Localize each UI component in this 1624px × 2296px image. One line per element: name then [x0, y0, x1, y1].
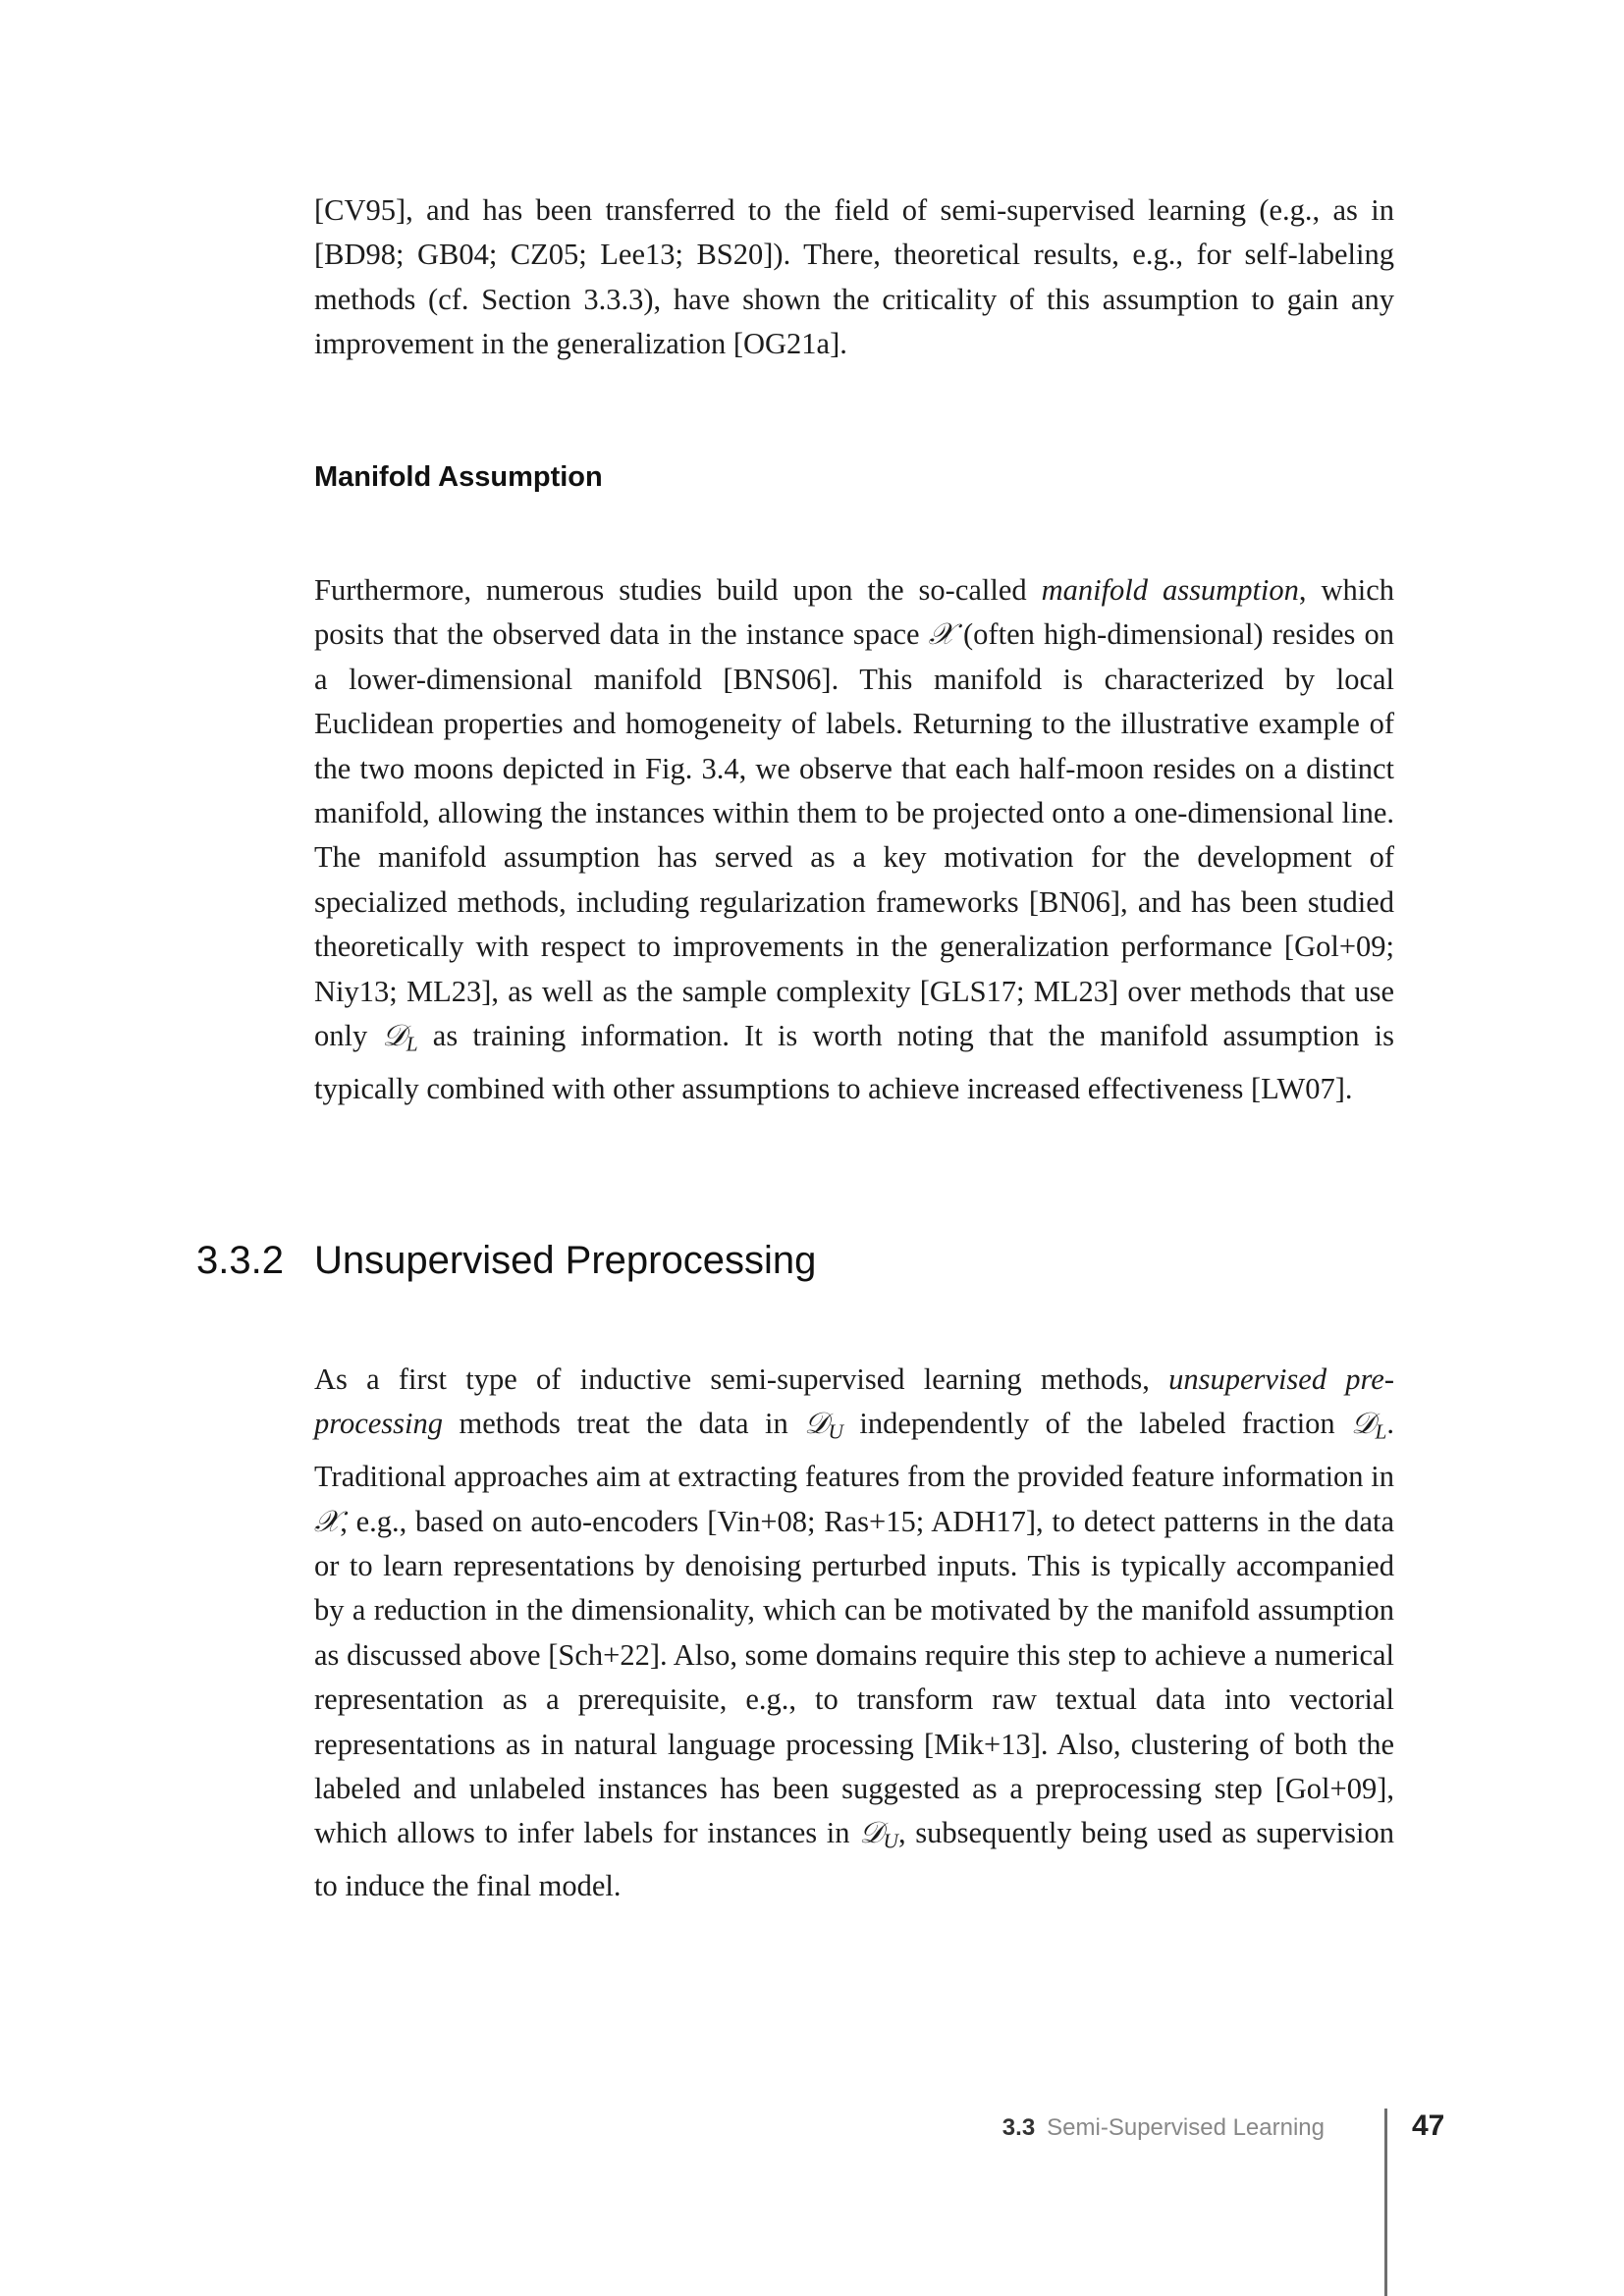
- math-labeled-data: [1351, 1407, 1387, 1444]
- subsection-heading-manifold-assumption: Manifold Assumption: [314, 461, 603, 493]
- math-labeled-data: [382, 1019, 418, 1056]
- paragraph-text: [CV95], and has been transferred to the field of semi-supervised learning (e.g., as in [BD98; GB04; CZ05; Lee13; BS20]). There, theoretical results, e.g., for self-labeling methods (cf. Section 3.3.3), have shown the criticality of this assumption to gain any improvement in the generalization [OG21a].: [314, 193, 1394, 361]
- paragraph-text: methods treat the data in: [443, 1407, 805, 1441]
- footer-section-title: Semi-Supervised Learning: [1047, 2114, 1325, 2141]
- paragraph-text: , subsequently being used as supervision to induce the final model.: [314, 1816, 1394, 1903]
- math-instance-space: 𝒳: [314, 1504, 341, 1538]
- footer-section-number: 3.3: [1001, 2114, 1036, 2141]
- math-subscript: L: [1375, 1419, 1387, 1444]
- paragraph-text: independently of the labeled fraction: [842, 1407, 1352, 1441]
- paragraph-text: , which posits that the observed data in the instance space: [314, 573, 1395, 652]
- math-unlabeled-data: [804, 1407, 843, 1444]
- emphasis-term: manifold assumption: [1041, 573, 1299, 607]
- math-subscript: U: [883, 1829, 898, 1853]
- math-instance-space: 𝒳: [928, 617, 954, 652]
- emphasis-term: unsupervised preprocessing: [314, 1362, 1394, 1441]
- paragraph-text: . Traditional approaches aim at extracting features from the provided feature information in: [314, 1407, 1394, 1494]
- math-subscript: U: [828, 1419, 843, 1444]
- math-symbol: 𝒟: [382, 1019, 406, 1053]
- math-subscript: L: [406, 1032, 418, 1056]
- section-heading: [196, 1239, 816, 1283]
- paragraph-unsupervised-preprocessing: [314, 1358, 1394, 1909]
- paragraph-text: as training information. It is worth noting that the manifold assumption is typically combined with other assumptions to achieve increased effectiveness [LW07].: [314, 1019, 1394, 1105]
- math-unlabeled-data: [859, 1816, 898, 1853]
- running-footer-section: [1002, 2114, 1325, 2142]
- paragraph-text: (often high-dimensional) resides on a lower-dimensional manifold [BNS06]. This manifold is characterized by local Euclidean properties and homogeneity of labels. Returning to the illustrative example of the two moons depicted in Fig. 3.4, we observe that each half-moon resides on a distinct manifold, allowing the instances within them to be projected onto a one-dimensional line. The manifold assumption has served as a key motivation for the development of specialized methods, including regularization frameworks [BN06], and has been studied theoretically with respect to improvements in the generalization performance [Gol+09; Niy13; ML23], as well as the sample complexity [GLS17; ML23] over methods that use only: [314, 617, 1394, 1053]
- math-symbol: 𝒟: [1351, 1407, 1376, 1441]
- paragraph-cluster-assumption-end: [314, 188, 1394, 367]
- section-number: 3.3.2: [196, 1239, 284, 1282]
- paragraph-manifold-assumption: [314, 568, 1394, 1111]
- section-title: Unsupervised Preprocessing: [314, 1239, 817, 1282]
- math-symbol: 𝒟: [859, 1816, 884, 1850]
- page-number: 47: [1412, 2109, 1445, 2142]
- paragraph-text: , e.g., based on auto-encoders [Vin+08; Ras+15; ADH17], to detect patterns in the data or to learn representations by denoising perturbed inputs. This is typically accompanied by a reduction in the dimensionality, which can be motivated by the manifold assumption as discussed above [Sch+22]. Also, some domains require this step to achieve a numerical representation as a prerequisite, e.g., to transform raw textual data into vectorial representations as in natural language processing [Mik+13]. Also, clustering of both the labeled and unlabeled instances has been suggested as a preprocessing step [Gol+09], which allows to infer labels for instances in: [314, 1504, 1394, 1850]
- paragraph-text: As a first type of inductive semi-supervised learning methods,: [314, 1362, 1169, 1396]
- paragraph-text: Furthermore, numerous studies build upon the so-called: [314, 573, 1042, 607]
- math-symbol: 𝒟: [804, 1407, 829, 1441]
- footer-vertical-rule: [1384, 2109, 1387, 2296]
